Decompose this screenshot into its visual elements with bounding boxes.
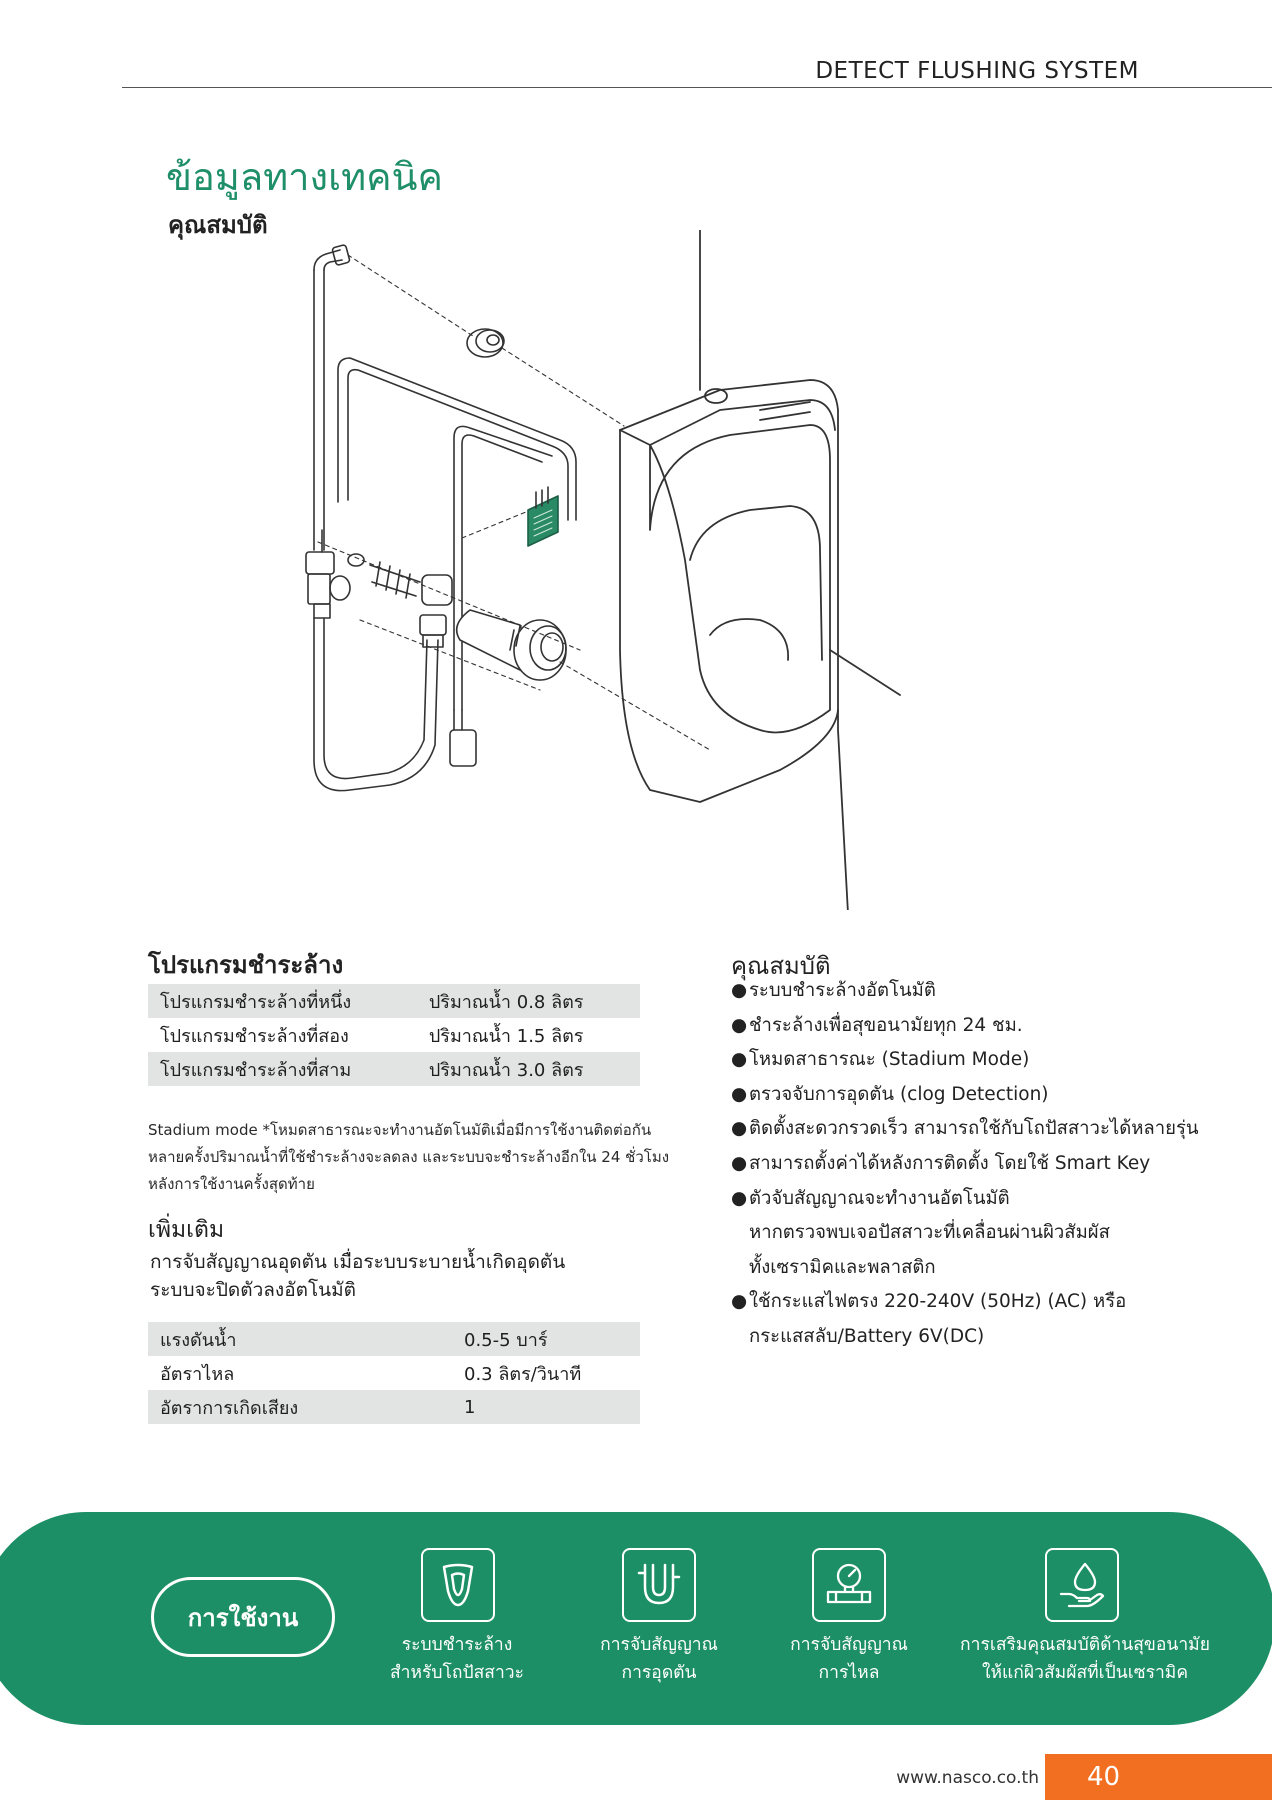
usage-label-flow	[749, 1631, 949, 1687]
bullet: ●	[731, 1187, 748, 1209]
exploded-diagram	[290, 230, 1050, 910]
pressure-gauge-icon	[812, 1548, 886, 1622]
spec-value: 0.5-5 บาร์	[452, 1322, 640, 1356]
list-item	[731, 1147, 1199, 1182]
pipe-clog-icon	[622, 1548, 696, 1622]
vertical-pipe	[314, 244, 350, 550]
program-volume: ปริมาณน้ำ 0.8 ลิตร	[417, 984, 640, 1018]
bullet: ●	[731, 1118, 748, 1140]
feature-text: ระบบชำระล้างอัตโนมัติ	[749, 980, 936, 1001]
list-item	[731, 974, 1199, 1009]
spec-value: 1	[452, 1390, 640, 1424]
bullet: ●	[731, 1014, 748, 1036]
usage-line: การเสริมคุณสมบัติด้านสุขอนามัย	[960, 1635, 1210, 1655]
usage-label-hygiene	[935, 1631, 1235, 1687]
footer-url[interactable]: www.nasco.co.th	[896, 1768, 1039, 1788]
note-line: หลังการใช้งานครั้งสุดท้าย	[148, 1175, 315, 1193]
list-item	[731, 1182, 1199, 1217]
bullet: ●	[731, 1083, 748, 1105]
table-row	[148, 1018, 640, 1052]
table-row	[148, 1052, 640, 1086]
usage-label-clog	[559, 1631, 759, 1687]
section-subtitle: คุณสมบัติ	[168, 211, 268, 239]
usage-line: การไหล	[818, 1663, 880, 1683]
usage-item-clog	[622, 1548, 696, 1622]
list-item	[731, 1112, 1199, 1147]
feature-text: ติดตั้งสะดวกรวดเร็ว สามารถใช้กับโถปัสสาวะได้หลายรุ่น	[749, 1118, 1199, 1140]
list-item-continuation: หากตรวจพบเจอปัสสาวะที่เคลื่อนผ่านผิวสัมผัส	[749, 1222, 1110, 1244]
stadium-mode-note	[148, 1117, 708, 1198]
spec-name: อัตราไหล	[160, 1363, 235, 1385]
battery-pack	[450, 730, 476, 766]
supply-hose	[314, 618, 438, 791]
usage-line: ระบบชำระล้าง	[401, 1635, 513, 1655]
table-row	[148, 984, 640, 1018]
usage-label: การใช้งาน	[151, 1577, 335, 1657]
note-line: หลายครั้งปริมาณน้ำที่ใช้ชำระล้างจะลดลง และระบบจะชำระล้างอีกใน 24 ชั่วโมง	[148, 1148, 670, 1166]
program-volume: ปริมาณน้ำ 1.5 ลิตร	[428, 1025, 584, 1047]
page-title: ข้อมูลทางเทคนิค	[166, 155, 443, 199]
urinal-icon	[421, 1548, 495, 1622]
gasket-ring	[467, 329, 504, 357]
extra-line: การจับสัญญาณอุดตัน เมื่อระบบระบายน้ำเกิดอุดตัน	[150, 1251, 566, 1273]
list-item-continuation: กระแสสลับ/Battery 6V(DC)	[749, 1325, 985, 1347]
table-row	[148, 1322, 640, 1356]
feature-text: ใช้กระแสไฟตรง 220-240V (50Hz) (AC) หรือ	[749, 1291, 1127, 1313]
header-divider	[122, 87, 1272, 88]
extra-heading: เพิ่มเติม	[148, 1217, 225, 1243]
control-box	[528, 487, 558, 546]
features-list	[731, 974, 1199, 1355]
usage-label-urinal	[357, 1631, 557, 1687]
usage-item-flow	[812, 1548, 886, 1622]
list-item	[731, 1043, 1199, 1078]
header-title: DETECT FLUSHING SYSTEM	[815, 58, 1139, 84]
extra-line: ระบบจะปิดตัวลงอัตโนมัติ	[150, 1279, 357, 1301]
flush-program-table	[148, 984, 640, 1086]
list-item	[731, 1009, 1199, 1044]
bullet: ●	[731, 980, 748, 1001]
usage-line: การจับสัญญาณ	[790, 1635, 908, 1655]
sensor-wire	[338, 358, 576, 520]
hose-connector	[420, 615, 446, 647]
program-name: โปรแกรมชำระล้างที่หนึ่ง	[148, 984, 417, 1018]
bullet: ●	[731, 1049, 748, 1071]
feature-text: ตรวจจับการอุดตัน (clog Detection)	[749, 1083, 1049, 1105]
usage-item-urinal	[421, 1548, 495, 1622]
usage-line: การจับสัญญาณ	[600, 1635, 718, 1655]
bullet: ●	[731, 1152, 748, 1174]
table-row	[148, 1356, 640, 1390]
note-line: Stadium mode *โหมดสาธารณะจะทำงานอัตโนมัติเมื่อมีการใช้งานติดต่อกัน	[148, 1121, 652, 1139]
water-drop-hand-icon	[1045, 1548, 1119, 1622]
spec-value: 0.3 ลิตร/วินาที	[464, 1363, 582, 1385]
solenoid-valve	[306, 530, 350, 618]
feature-text: สามารถตั้งค่าได้หลังการติดตั้ง โดยใช้ Smart Key	[749, 1152, 1151, 1174]
bullet: ●	[731, 1291, 748, 1313]
specs-table	[148, 1322, 640, 1424]
spec-name: แรงดันน้ำ	[148, 1322, 452, 1356]
list-item-continuation: ทั้งเซรามิคและพลาสติก	[749, 1256, 936, 1278]
page-number: 40	[1045, 1754, 1272, 1800]
feature-text: ตัวจับสัญญาณจะทำงานอัตโนมัติ	[749, 1187, 1010, 1209]
extra-description	[150, 1248, 565, 1304]
usage-line: ให้แก่ผิวสัมผัสที่เป็นเซรามิค	[981, 1663, 1189, 1683]
program-name: โปรแกรมชำระล้างที่สอง	[160, 1025, 349, 1047]
urinal-body	[620, 230, 900, 910]
program-name: โปรแกรมชำระล้างที่สาม	[148, 1052, 417, 1086]
drain-trap	[457, 610, 566, 680]
spec-name: อัตราการเกิดเสียง	[148, 1390, 452, 1424]
features-heading: คุณสมบัติ	[731, 952, 831, 980]
usage-item-hygiene	[1045, 1548, 1119, 1622]
feature-text: ชำระล้างเพื่อสุขอนามัยทุก 24 ชม.	[749, 1014, 1023, 1036]
flush-program-heading: โปรแกรมชำระล้าง	[148, 951, 344, 979]
usage-line: การอุดตัน	[621, 1663, 697, 1683]
list-item	[731, 1078, 1199, 1113]
list-item	[731, 1285, 1199, 1320]
table-row	[148, 1390, 640, 1424]
angle-valve	[348, 554, 452, 605]
feature-text: โหมดสาธารณะ (Stadium Mode)	[749, 1049, 1030, 1071]
program-volume: ปริมาณน้ำ 3.0 ลิตร	[417, 1052, 640, 1086]
usage-line: สำหรับโถปัสสาวะ	[389, 1663, 525, 1683]
